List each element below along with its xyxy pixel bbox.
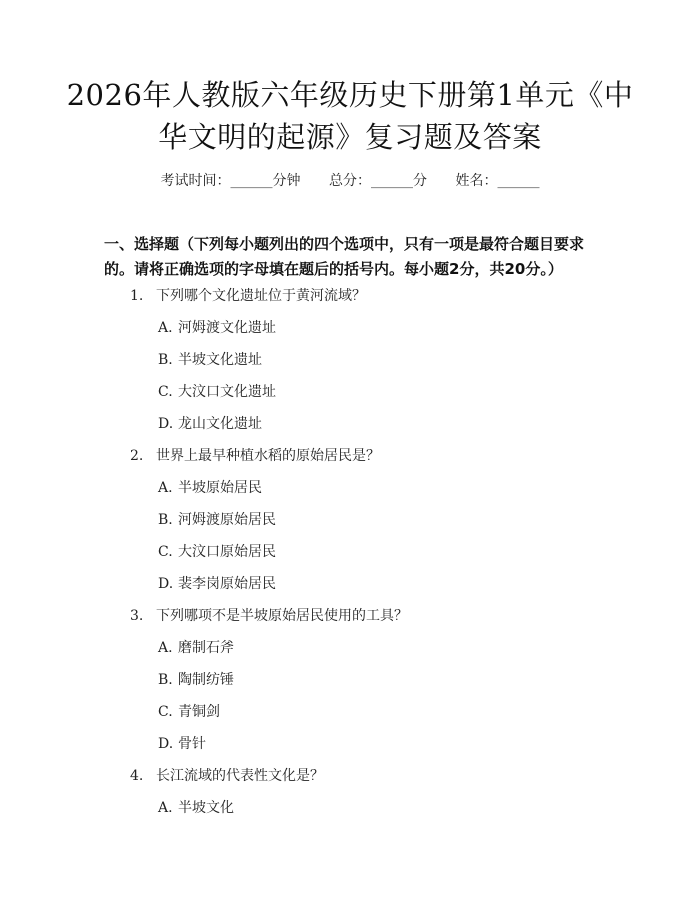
question-item [130,445,380,465]
answer-option [158,733,206,753]
answer-option [158,573,276,593]
answer-option [158,701,220,721]
question-item [130,605,408,625]
option-text: 大汶口原始居民 [178,544,276,560]
option-letter: B. [158,672,173,688]
option-letter: C. [158,384,173,400]
option-letter: C. [158,544,173,560]
exam-time-field [161,170,301,190]
option-letter: D. [158,576,174,592]
question-number: 3. [130,608,144,624]
option-text: 河姆渡原始居民 [178,512,276,528]
option-letter: C. [158,704,173,720]
question-text: 下列哪个文化遗址位于黄河流域？ [156,288,366,304]
section-heading: 一、选择题（下列每小题列出的四个选项中，只有一项是最符合题目要求的。请将正确选项的字母填在题后的括号内。每小题2分，共20分。） [104,235,585,278]
student-name-label: 姓名： [455,173,498,189]
option-text: 半坡原始居民 [178,480,262,496]
exam-info-line [0,170,700,190]
option-text: 大汶口文化遗址 [178,384,276,400]
exam-time-blank: ______ [230,173,273,189]
option-letter: A. [158,800,173,816]
option-text: 龙山文化遗址 [178,416,262,432]
question-number: 4. [130,768,144,784]
option-letter: A. [158,480,173,496]
option-letter: D. [158,416,174,432]
question-number: 2. [130,448,144,464]
exam-time-unit: 分钟 [272,173,301,189]
option-letter: A. [158,320,173,336]
question-text: 下列哪项不是半坡原始居民使用的工具？ [156,608,408,624]
question-number: 1. [130,288,144,304]
option-text: 青铜剑 [178,704,220,720]
total-score-field [329,170,427,190]
option-letter: D. [158,736,174,752]
option-letter: B. [158,512,173,528]
option-text: 河姆渡文化遗址 [178,320,276,336]
student-name-blank: ______ [497,173,540,189]
question-item [130,285,366,305]
answer-option [158,317,276,337]
option-letter: B. [158,352,173,368]
total-score-unit: 分 [413,173,427,189]
question-item [130,765,324,785]
answer-option [158,381,276,401]
total-score-blank: ______ [371,173,413,189]
total-score-label: 总分： [329,173,371,189]
question-text: 世界上最早种植水稻的原始居民是？ [156,448,380,464]
option-text: 半坡文化遗址 [178,352,262,368]
answer-option [158,413,262,433]
option-text: 半坡文化 [178,800,234,816]
answer-option [158,669,234,689]
answer-option [158,509,276,529]
option-text: 陶制纺锤 [178,672,234,688]
option-text: 磨制石斧 [178,640,234,656]
answer-option [158,797,234,817]
question-text: 长江流域的代表性文化是？ [156,768,324,784]
answer-option [158,477,262,497]
answer-option [158,637,234,657]
student-name-field [455,170,539,190]
option-text: 裴李岗原始居民 [178,576,276,592]
option-letter: A. [158,640,173,656]
answer-option [158,349,262,369]
option-text: 骨针 [178,736,206,752]
exam-time-label: 考试时间： [160,173,231,189]
answer-option [158,541,276,561]
page-title: 2026年人教版六年级历史下册第1单元《中华文明的起源》复习题及答案 [66,78,634,154]
